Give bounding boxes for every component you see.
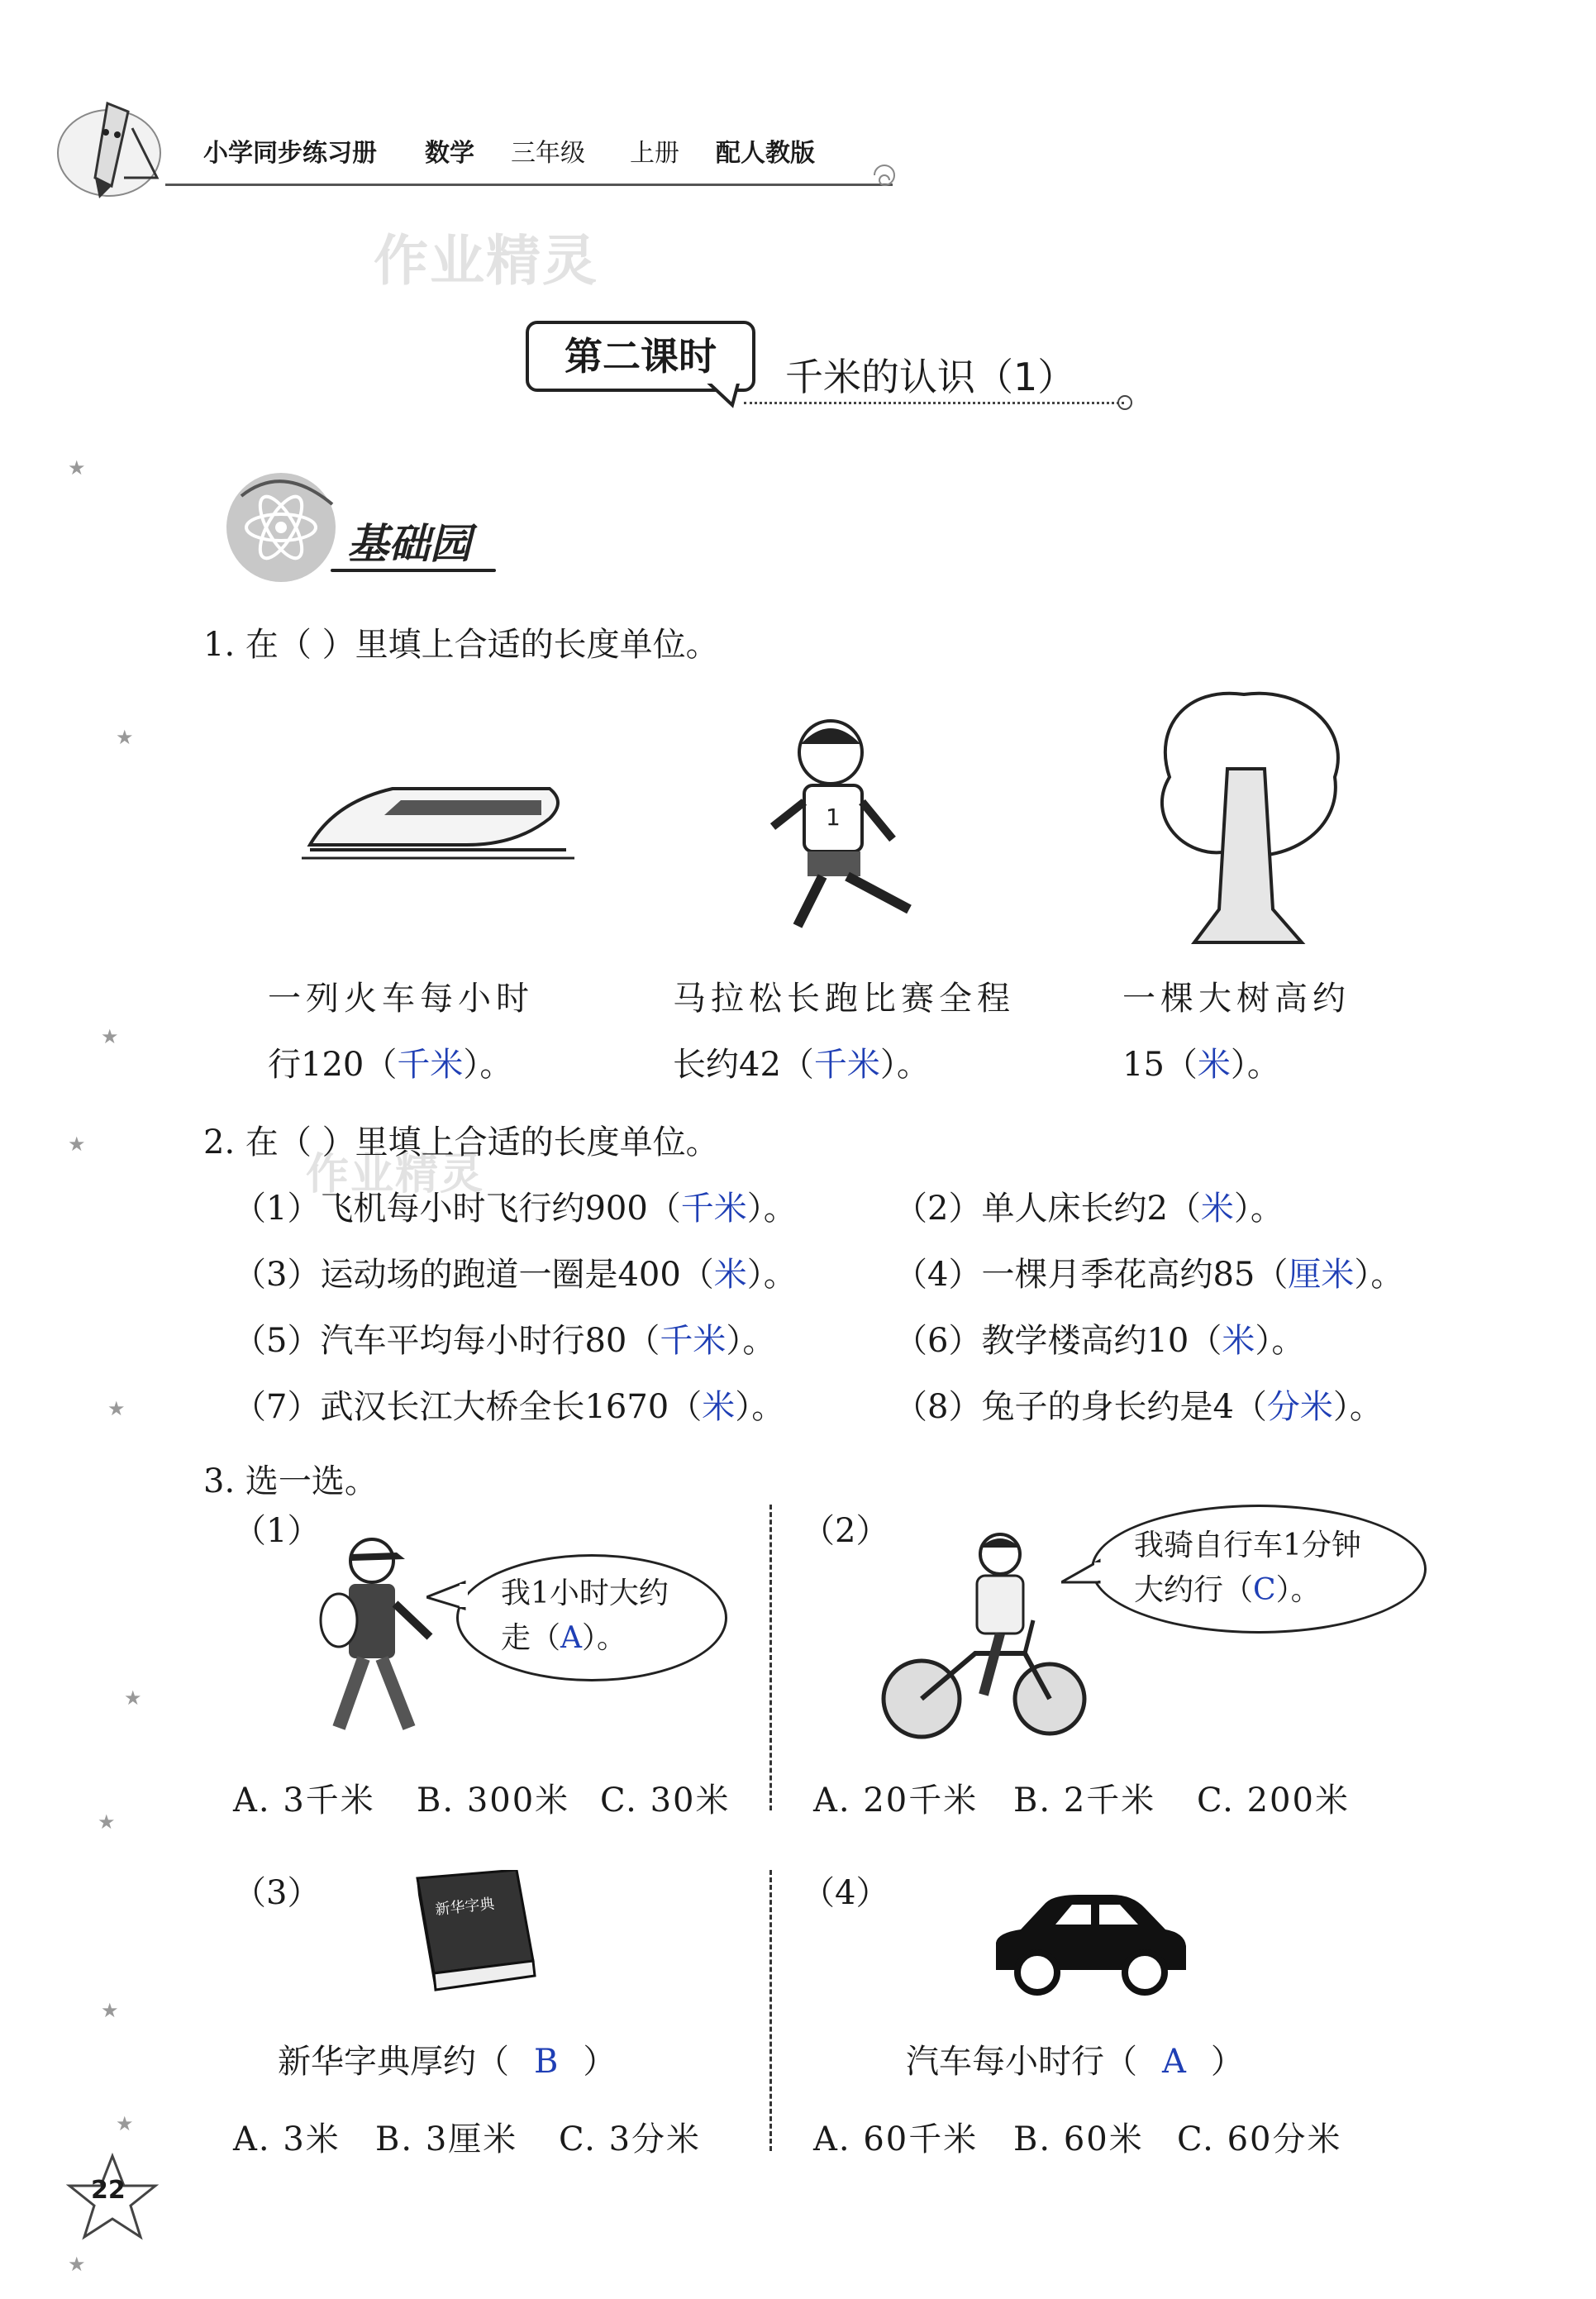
answer[interactable]: 米 (702, 1388, 736, 1426)
option-c[interactable]: C. 30米 (600, 1781, 731, 1820)
watermark: 作业精灵 (306, 1150, 485, 1200)
star-icon: ★ (68, 2253, 86, 2276)
q2-item-2: （2）单人床长约2（米）。 (894, 1190, 1284, 1228)
answer[interactable]: C (1253, 1573, 1276, 1607)
lesson-title: 千米的认识（1） (785, 355, 1076, 399)
svg-text:1: 1 (826, 804, 841, 831)
answer[interactable]: 千米 (397, 1046, 464, 1084)
cyclist-icon (876, 1529, 1091, 1744)
header-volume: 上册 (630, 139, 679, 168)
car-icon (988, 1891, 1194, 1999)
q3-part-4-stem: 汽车每小时行（ A ） (906, 2043, 1244, 2081)
q3-part-3-stem: 新华字典厚约（ B ） (278, 2043, 617, 2081)
header-subject: 数学 (425, 139, 474, 168)
header-book: 小学同步练习册 (203, 139, 377, 168)
bubble-line2: 走（A）。 (501, 1621, 627, 1655)
lesson-underline (744, 402, 1124, 404)
answer[interactable]: 米 (1222, 1322, 1255, 1360)
q1-item-2-line2: 长约42（千米）。 (673, 1046, 930, 1084)
star-icon: ★ (101, 1999, 119, 2022)
answer[interactable]: A (1162, 2043, 1186, 2081)
option-b[interactable]: B. 2千米 (1013, 1781, 1156, 1820)
train-icon (302, 769, 574, 864)
answer[interactable]: A (560, 1621, 583, 1655)
q3-part-4-number: （4） (802, 1874, 889, 1912)
bubble-tail (426, 1579, 468, 1612)
q1-item-1-line1: 一列火车每小时 (268, 980, 534, 1018)
q2-item-1: （1）飞机每小时飞行约900（千米）。 (233, 1190, 797, 1228)
q1-prompt: 1. 在（ ）里填上合适的长度单位。 (203, 626, 719, 664)
header-rule (165, 184, 893, 186)
q2-item-4: （4）一棵月季花高约85（厘米）。 (894, 1256, 1404, 1294)
section-title: 基础园 (347, 520, 471, 568)
star-icon: ★ (68, 1133, 86, 1156)
q2-item-3: （3）运动场的跑道一圈是400（米）。 (233, 1256, 797, 1294)
answer[interactable]: 千米 (660, 1322, 727, 1360)
tree-icon (1136, 678, 1360, 951)
answer[interactable]: B (534, 2043, 559, 2081)
dictionary-icon (401, 1870, 541, 1994)
option-c[interactable]: C. 60分米 (1177, 2120, 1342, 2158)
page-number: 22 (91, 2176, 126, 2205)
callout-tail (703, 380, 744, 410)
answer[interactable]: 米 (1200, 1190, 1234, 1228)
bubble-line1: 我骑自行车1分钟 (1134, 1529, 1361, 1562)
star-icon: ★ (68, 456, 86, 479)
star-icon: ★ (116, 2112, 134, 2135)
star-icon: ★ (116, 726, 134, 749)
runner-icon (740, 703, 938, 942)
star-icon: ★ (101, 1025, 119, 1048)
watermark: 作业精灵 (374, 229, 598, 293)
swirl-icon (868, 159, 901, 192)
option-c[interactable]: C. 3分米 (559, 2120, 702, 2158)
answer[interactable]: 米 (713, 1256, 747, 1294)
q2-prompt: 2. 在（ ）里填上合适的长度单位。 (203, 1123, 719, 1161)
q3-part-3-number: （3） (233, 1874, 321, 1912)
answer[interactable]: 千米 (813, 1046, 880, 1084)
q1-item-3-line2: 15（米）。 (1122, 1046, 1280, 1084)
answer[interactable]: 千米 (680, 1190, 747, 1228)
bubble-line1: 我1小时大约 (501, 1576, 669, 1610)
option-b[interactable]: B. 300米 (417, 1781, 570, 1820)
q3-part-2-number: （2） (802, 1512, 889, 1550)
answer[interactable]: 厘米 (1288, 1256, 1355, 1294)
header-edition: 配人教版 (716, 139, 815, 168)
option-a[interactable]: A. 60千米 (813, 2120, 979, 2158)
answer[interactable]: 米 (1197, 1046, 1231, 1084)
svg-text:新华字典: 新华字典 (434, 1895, 496, 1919)
header-grade: 三年级 (511, 139, 585, 168)
q1-item-2-line1: 马拉松长跑比赛全程 (673, 980, 1015, 1018)
option-c[interactable]: C. 200米 (1197, 1781, 1350, 1820)
pencil-mascot-icon (50, 87, 174, 203)
section-underline (331, 569, 496, 572)
dot-icon (1117, 395, 1132, 410)
option-a[interactable]: A. 3米 (233, 2120, 341, 2158)
star-icon: ★ (124, 1686, 142, 1710)
option-a[interactable]: A. 20千米 (813, 1781, 979, 1820)
q1-item-3-line1: 一棵大树高约 (1122, 980, 1351, 1018)
q2-item-5: （5）汽车平均每小时行80（千米）。 (233, 1322, 776, 1360)
bubble-line2: 大约行（C）。 (1134, 1573, 1321, 1607)
divider (769, 1870, 772, 2151)
divider (769, 1505, 772, 1810)
atom-icon (217, 463, 349, 587)
star-icon: ★ (98, 1810, 116, 1834)
q3-prompt: 3. 选一选。 (203, 1462, 378, 1500)
option-b[interactable]: B. 60米 (1013, 2120, 1144, 2158)
option-b[interactable]: B. 3厘米 (375, 2120, 518, 2158)
q2-item-6: （6）教学楼高约10（米）。 (894, 1322, 1305, 1360)
bubble-tail (1061, 1557, 1103, 1591)
q2-item-8: （8）兔子的身长约是4（分米）。 (894, 1388, 1383, 1426)
q2-item-7: （7）武汉长江大桥全长1670（米）。 (233, 1388, 785, 1426)
walking-man-icon (306, 1529, 446, 1744)
star-icon: ★ (107, 1397, 126, 1420)
answer[interactable]: 分米 (1266, 1388, 1333, 1426)
q1-item-1-line2: 行120（千米）。 (268, 1046, 513, 1084)
lesson-tag: 第二课时 (526, 321, 755, 392)
option-a[interactable]: A. 3千米 (233, 1781, 375, 1820)
q3-part-1-number: （1） (233, 1512, 321, 1550)
